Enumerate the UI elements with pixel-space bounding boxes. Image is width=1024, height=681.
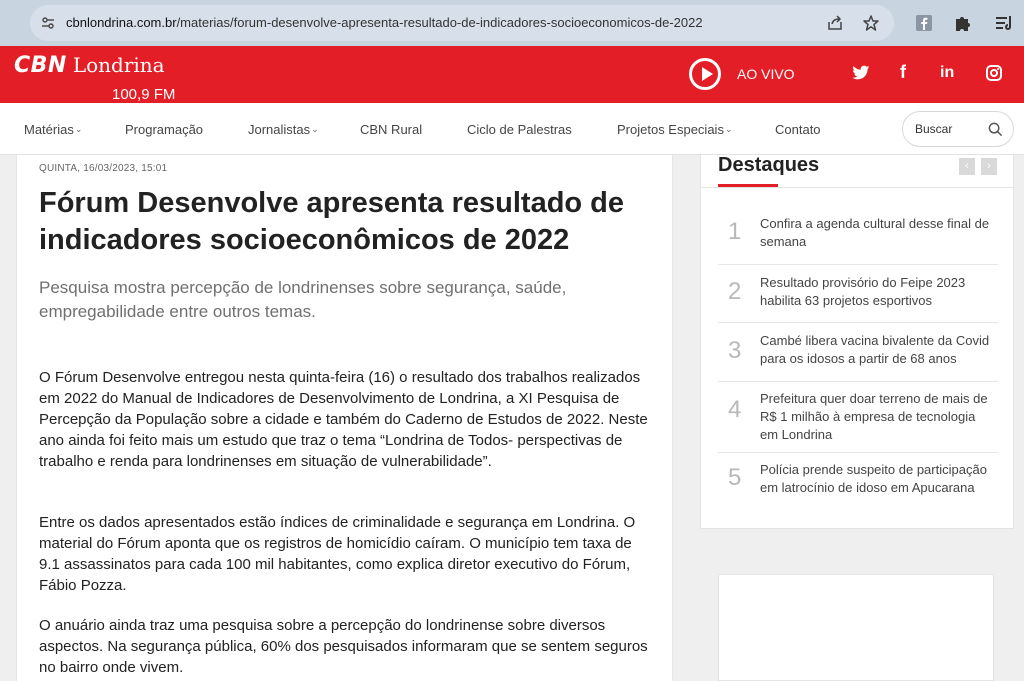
twitter-icon[interactable] bbox=[852, 65, 870, 81]
logo-frequency: 100,9 FM bbox=[112, 86, 176, 103]
highlight-item[interactable] bbox=[718, 265, 998, 323]
sidebar-divider bbox=[701, 187, 1013, 188]
nav-label: Ciclo de Palestras bbox=[467, 122, 572, 137]
nav-item-jornalistas[interactable] bbox=[248, 122, 319, 137]
url-text[interactable] bbox=[66, 15, 703, 30]
highlight-link[interactable]: Prefeitura quer doar terreno de mais de R$ 1 milhão à empresa de tecnologia em Londrina bbox=[760, 391, 988, 442]
nav-label: Jornalistas bbox=[248, 122, 311, 137]
chevron-down-icon: ⌄ bbox=[311, 124, 319, 134]
search-box bbox=[902, 111, 1014, 147]
carousel-prev-button[interactable]: ‹ bbox=[959, 158, 975, 175]
nav-item-projetos-especiais[interactable] bbox=[617, 122, 733, 137]
nav-item-materias[interactable] bbox=[24, 122, 82, 137]
highlight-item[interactable] bbox=[718, 203, 998, 265]
linkedin-icon[interactable]: in bbox=[940, 64, 955, 81]
nav-item-ciclo-de-palestras[interactable] bbox=[467, 122, 572, 137]
highlight-number: 4 bbox=[728, 396, 742, 423]
nav-label: CBN Rural bbox=[360, 122, 423, 137]
logo-cbn: CBN bbox=[14, 53, 67, 78]
site-header bbox=[0, 46, 1024, 103]
article-subtitle: Pesquisa mostra percepção de londrinenses sobre segurança, saúde, empregabilidade entre outros temas. bbox=[39, 278, 567, 321]
nav-item-programacao[interactable] bbox=[125, 122, 203, 137]
chevron-down-icon: ⌄ bbox=[74, 124, 83, 134]
address-bar[interactable] bbox=[30, 5, 894, 41]
highlight-number: 5 bbox=[728, 464, 742, 491]
main-navigation bbox=[0, 103, 1024, 155]
site-logo[interactable] bbox=[14, 53, 176, 103]
highlight-link[interactable]: Confira a agenda cultural desse final de semana bbox=[760, 216, 990, 249]
url-path: /materias/forum-desenvolve-apresenta-resultado-de-indicadores-socioeconomicos-de-2022 bbox=[176, 15, 703, 30]
extensions-puzzle-icon[interactable] bbox=[953, 13, 973, 33]
article-paragraph: Entre os dados apresentados estão índices de criminalidade e segurança em Londrina. O material do Fórum aponta que os registros de homicídio caíram. O município tem taxa de 9.1 assassinatos para cada 100 mil habitantes, como explica diretor executivo do Fórum, Fábio Pozza. bbox=[39, 514, 636, 594]
highlight-link[interactable]: Resultado provisório do Feipe 2023 habilita 63 projetos esportivos bbox=[760, 275, 966, 308]
search-icon[interactable] bbox=[988, 122, 1003, 137]
highlight-link[interactable]: Polícia prende suspeito de participação em latrocínio de idoso em Apucarana bbox=[760, 462, 987, 495]
instagram-icon[interactable] bbox=[986, 65, 1002, 81]
site-info-icon[interactable] bbox=[40, 15, 56, 31]
bookmark-star-icon[interactable] bbox=[862, 14, 880, 32]
sidebar-title: Destaques bbox=[718, 154, 820, 176]
article-paragraph: O Fórum Desenvolve entregou nesta quinta-feira (16) o resultado dos trabalhos realizados em 2022 do Manual de Indicadores de Desenvolvimento de Londrina, a XI Pesquisa de Percepção da População sobre a cidade e também do Caderno de Estudos de 2022. Neste ano ainda foi feito mais um estudo que traz o tema “Londrina de Todos- perspectivas de trabalho e renda para londrinenses em situação de vulnerabilidade”. bbox=[39, 369, 648, 470]
article-date: QUINTA, 16/03/2023, 15:01 bbox=[39, 163, 168, 174]
highlight-item[interactable] bbox=[718, 382, 998, 453]
browser-toolbar bbox=[0, 0, 1024, 46]
nav-label: Contato bbox=[775, 122, 821, 137]
live-label: AO VIVO bbox=[737, 66, 795, 82]
article bbox=[16, 155, 673, 681]
facebook-extension-icon[interactable] bbox=[914, 13, 934, 33]
url-domain: cbnlondrina.com.br bbox=[66, 15, 177, 30]
highlight-link[interactable]: Cambé libera vacina bivalente da Covid para os idosos a partir de 68 anos bbox=[760, 333, 990, 366]
nav-label: Programação bbox=[125, 122, 204, 137]
share-icon[interactable] bbox=[826, 14, 844, 32]
article-headline: Fórum Desenvolve apresenta resultado de indicadores socioeconômicos de 2022 bbox=[39, 187, 625, 256]
reading-list-icon[interactable] bbox=[994, 13, 1014, 33]
play-icon[interactable] bbox=[689, 58, 721, 90]
ad-placeholder bbox=[718, 574, 994, 681]
article-paragraph: O anuário ainda traz uma pesquisa sobre a percepção do londrinense sobre diversos aspectos. Na segurança pública, 60% dos pesquisados informaram que se sentem seguros no bairro onde vivem. bbox=[39, 617, 648, 676]
highlights-sidebar bbox=[700, 155, 1014, 529]
live-radio-button[interactable] bbox=[689, 56, 795, 92]
highlight-item[interactable] bbox=[718, 323, 998, 382]
nav-item-contato[interactable] bbox=[775, 122, 821, 137]
highlight-number: 3 bbox=[728, 337, 742, 364]
nav-item-cbn-rural[interactable] bbox=[360, 122, 422, 137]
carousel-next-button[interactable]: › bbox=[981, 158, 997, 175]
highlight-number: 2 bbox=[728, 278, 742, 305]
highlight-item[interactable] bbox=[718, 453, 998, 508]
highlight-number: 1 bbox=[728, 218, 742, 245]
nav-label: Matérias bbox=[24, 122, 74, 137]
search-input[interactable] bbox=[915, 120, 979, 138]
nav-label: Projetos Especiais bbox=[617, 122, 724, 137]
logo-city: Londrina bbox=[72, 53, 165, 77]
facebook-icon[interactable]: f bbox=[900, 62, 906, 82]
chevron-down-icon: ⌄ bbox=[724, 124, 733, 134]
